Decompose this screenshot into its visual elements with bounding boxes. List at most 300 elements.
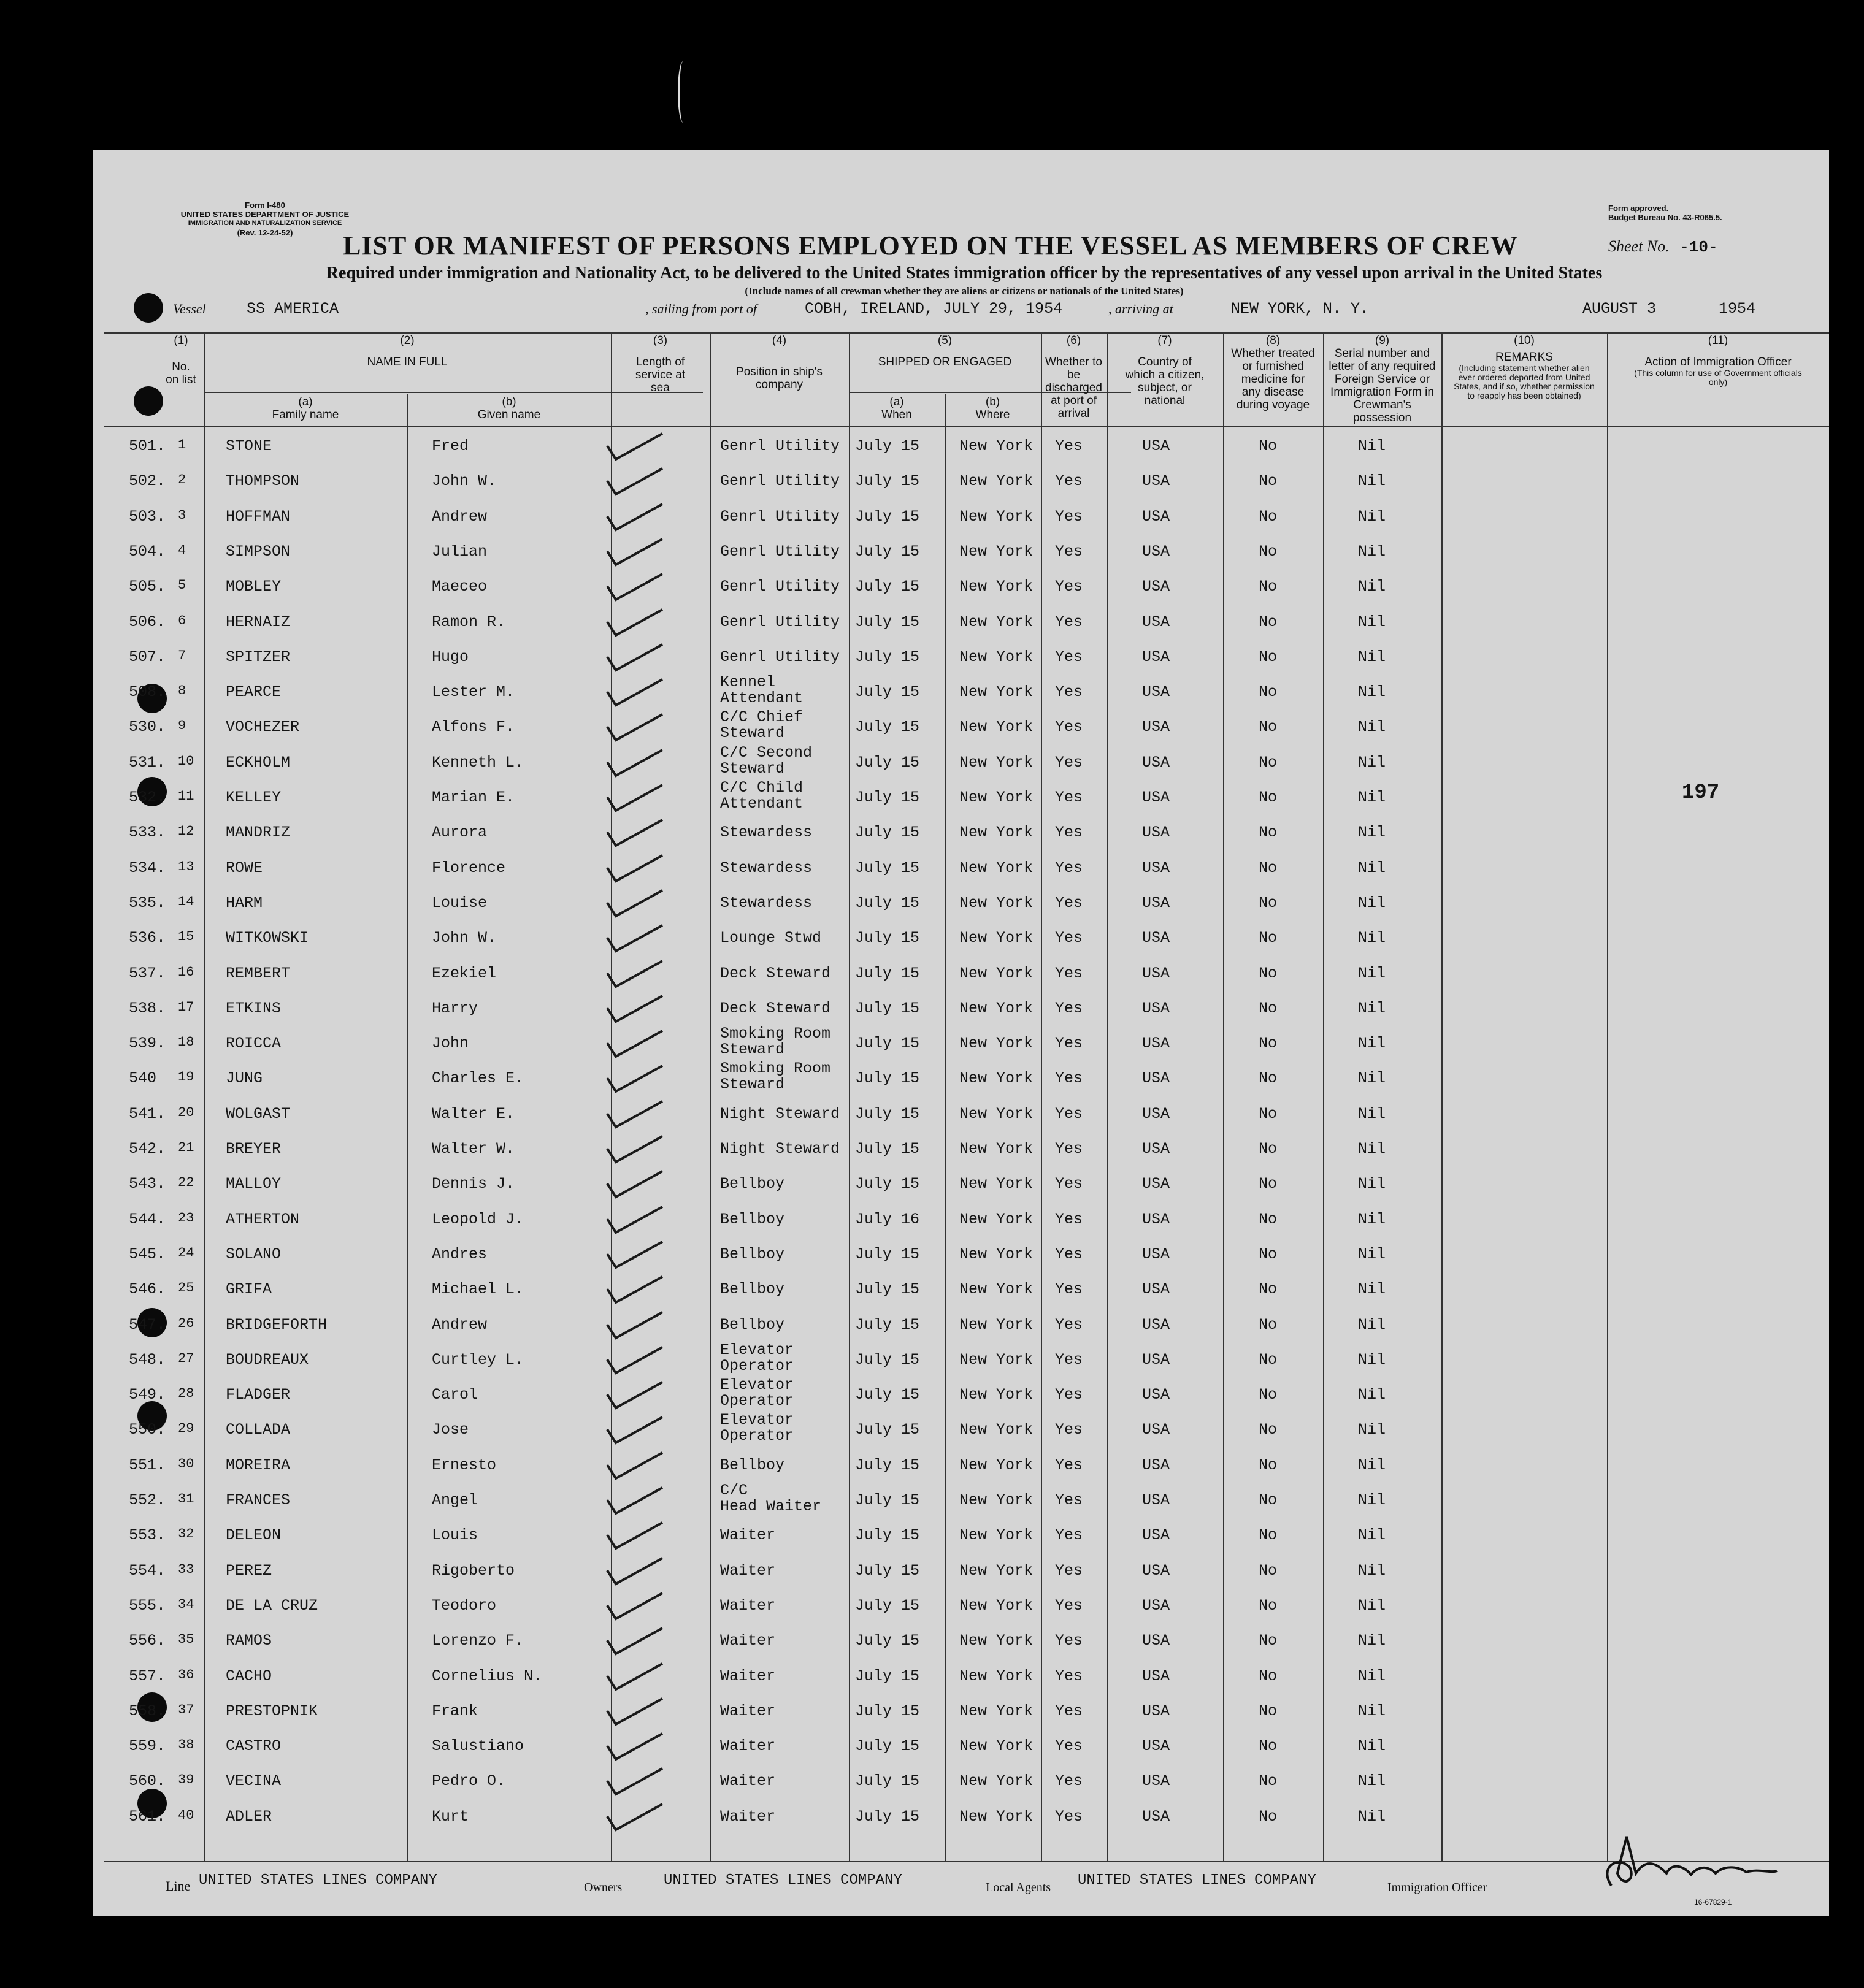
arrival-year: 1954: [1719, 300, 1756, 318]
check-mark-icon: [601, 1272, 669, 1306]
shipped-when: July 15: [855, 1596, 920, 1615]
given-name: Angel: [432, 1491, 478, 1509]
discharged: Yes: [1055, 1280, 1083, 1299]
row-number: 2: [178, 472, 186, 488]
discharged: Yes: [1055, 683, 1083, 702]
shipped-when: July 15: [855, 1350, 920, 1369]
table-row: [93, 1236, 1829, 1271]
position: Deck Steward: [720, 964, 831, 982]
family-name: FRANCES: [226, 1491, 291, 1509]
given-name: Hugo: [432, 648, 469, 666]
medicine: No: [1259, 753, 1278, 771]
country: USA: [1142, 683, 1170, 702]
row-number: 12: [178, 824, 194, 839]
serial-form: Nil: [1358, 542, 1386, 560]
check-mark-icon: [601, 1026, 669, 1060]
country: USA: [1142, 1175, 1170, 1193]
position: Bellboy: [720, 1245, 785, 1263]
given-name-header: (b) Given name: [477, 396, 541, 421]
given-name: Ernesto: [432, 1456, 497, 1474]
position: Genrl Utility: [720, 578, 840, 596]
shipped-when-header: (a) When: [881, 396, 912, 421]
list-number: 532.: [129, 789, 166, 806]
medicine: No: [1259, 1491, 1278, 1509]
list-number: 546.: [129, 1280, 166, 1299]
row-number: 7: [178, 648, 186, 663]
col2-number: (2): [400, 334, 415, 347]
country: USA: [1142, 858, 1170, 877]
list-number: 534.: [129, 858, 166, 877]
check-mark-icon: [601, 1764, 669, 1798]
list-number: 505.: [129, 578, 166, 596]
serial-form: Nil: [1358, 1772, 1386, 1791]
country: USA: [1142, 1456, 1170, 1474]
check-mark-icon: [601, 429, 669, 463]
discharged: Yes: [1055, 1702, 1083, 1720]
family-name: PRESTOPNIK: [226, 1702, 318, 1720]
position: C/C Chief Steward: [720, 708, 804, 743]
list-number: 555.: [129, 1596, 166, 1615]
col3-header: [611, 334, 710, 394]
sheet-number-label: Sheet No.: [1608, 237, 1670, 255]
col9-header: [1323, 334, 1441, 424]
serial-form: Nil: [1358, 1350, 1386, 1369]
discharged: Yes: [1055, 648, 1083, 666]
row-number: 18: [178, 1034, 194, 1050]
shipped-where: New York: [959, 578, 1034, 596]
table-row: [93, 1341, 1829, 1376]
country: USA: [1142, 824, 1170, 842]
medicine: No: [1259, 472, 1278, 491]
row-number: 20: [178, 1104, 194, 1120]
check-mark-icon: [601, 1307, 669, 1342]
position: Waiter: [720, 1632, 776, 1650]
country: USA: [1142, 964, 1170, 982]
shipped-when: July 15: [855, 472, 920, 491]
col10-sublabel: (Including statement whether alien ever ordered deported from United States, and if so, whether permission to reapply has been obtained): [1454, 363, 1595, 400]
col3-number: (3): [653, 334, 668, 347]
medicine: No: [1259, 964, 1278, 982]
position: Kennel Attendant: [720, 673, 804, 708]
shipped-where: New York: [959, 542, 1034, 560]
form-approved-text: Form approved.: [1608, 204, 1669, 213]
immigration-action: 197: [1682, 781, 1720, 805]
shipped-when: July 15: [855, 893, 920, 912]
sailing-port: COBH, IRELAND, JULY 29, 1954: [805, 300, 1063, 318]
serial-form: Nil: [1358, 507, 1386, 526]
table-row: [93, 708, 1829, 743]
table-row: [93, 568, 1829, 603]
list-number: 559.: [129, 1737, 166, 1756]
table-row: [93, 638, 1829, 673]
col5-header: [849, 334, 1041, 369]
family-name: ADLER: [226, 1807, 272, 1826]
check-mark-icon: [601, 675, 669, 709]
col7-number: (7): [1157, 334, 1172, 347]
check-mark-icon: [601, 464, 669, 498]
table-row: [93, 1657, 1829, 1692]
local-agents-company: UNITED STATES LINES COMPANY: [1078, 1872, 1316, 1889]
arrival-date: AUGUST 3: [1582, 300, 1657, 318]
col8-header: [1223, 334, 1323, 411]
family-name: CASTRO: [226, 1737, 282, 1756]
discharged: Yes: [1055, 1175, 1083, 1193]
serial-form: Nil: [1358, 578, 1386, 596]
row-number: 21: [178, 1140, 194, 1155]
col11-number: (11): [1708, 334, 1728, 347]
serial-form: Nil: [1358, 1702, 1386, 1720]
table-row: [93, 498, 1829, 533]
serial-form: Nil: [1358, 1561, 1386, 1580]
list-number: 556.: [129, 1632, 166, 1650]
shipped-when: July 15: [855, 789, 920, 806]
shipped-where: New York: [959, 683, 1034, 702]
shipped-where: New York: [959, 718, 1034, 736]
discharged: Yes: [1055, 437, 1083, 455]
serial-form: Nil: [1358, 1069, 1386, 1088]
given-name: Maeceo: [432, 578, 488, 596]
discharged: Yes: [1055, 1245, 1083, 1263]
serial-form: Nil: [1358, 789, 1386, 806]
family-name: BREYER: [226, 1140, 282, 1158]
position: C/C Child Attendant: [720, 779, 804, 812]
table-row: [93, 673, 1829, 708]
position: Stewardess: [720, 824, 813, 842]
position: Genrl Utility: [720, 613, 840, 631]
medicine: No: [1259, 437, 1278, 455]
position: Waiter: [720, 1807, 776, 1826]
table-row: [93, 779, 1829, 814]
row-number: 22: [178, 1175, 194, 1191]
shipped-where: New York: [959, 1140, 1034, 1158]
row-number: 19: [178, 1069, 194, 1085]
discharged: Yes: [1055, 507, 1083, 526]
country: USA: [1142, 648, 1170, 666]
shipped-when: July 15: [855, 1632, 920, 1650]
shipped-when: July 15: [855, 1737, 920, 1756]
given-name: Walter W.: [432, 1140, 515, 1158]
department-name: UNITED STATES DEPARTMENT OF JUSTICE: [180, 210, 350, 219]
row-number: 36: [178, 1667, 194, 1683]
medicine: No: [1259, 1175, 1278, 1193]
medicine: No: [1259, 1245, 1278, 1263]
table-row: [93, 919, 1829, 954]
position: Bellboy: [720, 1315, 785, 1334]
line-company: UNITED STATES LINES COMPANY: [199, 1872, 437, 1889]
check-mark-icon: [601, 1623, 669, 1657]
col11-sublabel: (This column for use of Government officials only): [1634, 368, 1802, 387]
shipped-when: July 15: [855, 648, 920, 666]
country: USA: [1142, 1526, 1170, 1545]
given-name: Lorenzo F.: [432, 1632, 524, 1650]
col5-label: SHIPPED OR ENGAGED: [878, 356, 1012, 369]
shipped-when: July 15: [855, 999, 920, 1017]
medicine: No: [1259, 1104, 1278, 1123]
medicine: No: [1259, 1632, 1278, 1650]
immigration-officer-label: Immigration Officer: [1387, 1881, 1487, 1894]
list-number: 558.: [129, 1702, 166, 1720]
col10-header: [1441, 334, 1607, 400]
shipped-where: New York: [959, 1772, 1034, 1791]
serial-form: Nil: [1358, 683, 1386, 702]
serial-form: Nil: [1358, 1315, 1386, 1334]
discharged: Yes: [1055, 1069, 1083, 1088]
country: USA: [1142, 542, 1170, 560]
given-name: Teodoro: [432, 1596, 497, 1615]
family-name: MALLOY: [226, 1175, 282, 1193]
list-number: 548.: [129, 1350, 166, 1369]
table-row: [93, 1516, 1829, 1551]
page-title: LIST OR MANIFEST OF PERSONS EMPLOYED ON THE VESSEL AS MEMBERS OF CREW: [343, 231, 1518, 261]
list-number: 536.: [129, 929, 166, 947]
country: USA: [1142, 1632, 1170, 1650]
given-name: Andres: [432, 1245, 488, 1263]
shipped-when: July 15: [855, 1140, 920, 1158]
shipped-where: New York: [959, 1561, 1034, 1580]
family-name: WOLGAST: [226, 1104, 291, 1123]
row-number: 40: [178, 1807, 194, 1823]
check-mark-icon: [601, 815, 669, 849]
family-name: PEREZ: [226, 1561, 272, 1580]
country: USA: [1142, 1140, 1170, 1158]
shipped-where: New York: [959, 1491, 1034, 1509]
discharged: Yes: [1055, 1315, 1083, 1334]
table-row: [93, 1798, 1829, 1833]
shipped-where: New York: [959, 1632, 1034, 1650]
given-name: Fred: [432, 437, 469, 455]
col3-label: Length of service at sea: [635, 356, 686, 394]
country: USA: [1142, 472, 1170, 491]
shipped-when: July 15: [855, 1386, 920, 1404]
col9-number: (9): [1375, 334, 1390, 347]
family-name: MOREIRA: [226, 1456, 291, 1474]
list-number: 553.: [129, 1526, 166, 1545]
check-mark-icon: [601, 569, 669, 603]
position: C/C Second Steward: [720, 743, 813, 778]
family-name: HARM: [226, 893, 263, 912]
serial-form: Nil: [1358, 1421, 1386, 1439]
given-name: Leopold J.: [432, 1210, 524, 1228]
row-number: 3: [178, 507, 186, 523]
table-row: [93, 1587, 1829, 1622]
country: USA: [1142, 718, 1170, 736]
table-row: [93, 744, 1829, 779]
given-name: Florence: [432, 858, 506, 877]
position: Waiter: [720, 1526, 776, 1545]
medicine: No: [1259, 613, 1278, 631]
medicine: No: [1259, 1667, 1278, 1685]
shipped-where: New York: [959, 1456, 1034, 1474]
serial-form: Nil: [1358, 858, 1386, 877]
family-name: MANDRIZ: [226, 824, 291, 842]
list-number: 540: [129, 1069, 157, 1088]
family-name: SOLANO: [226, 1245, 282, 1263]
serial-form: Nil: [1358, 613, 1386, 631]
shipped-when: July 15: [855, 542, 920, 560]
vessel-line: [93, 297, 1829, 322]
check-mark-icon: [601, 640, 669, 674]
form-print-code: 16-67829-1: [1694, 1898, 1732, 1906]
shipped-where: New York: [959, 507, 1034, 526]
col4-label: Position in ship's company: [736, 365, 823, 391]
form-number: Form I-480: [245, 201, 285, 210]
discharged: Yes: [1055, 1210, 1083, 1228]
given-name: Julian: [432, 542, 488, 560]
serial-form: Nil: [1358, 824, 1386, 842]
position: Waiter: [720, 1702, 776, 1720]
shipped-where: New York: [959, 1210, 1034, 1228]
medicine: No: [1259, 1772, 1278, 1791]
shipped-where: New York: [959, 929, 1034, 947]
scan-artifact-mark: [678, 61, 688, 123]
row-number: 31: [178, 1491, 194, 1507]
row-number: 17: [178, 999, 194, 1015]
country: USA: [1142, 1245, 1170, 1263]
sheet-number-value: -10-: [1679, 238, 1718, 256]
family-name: SIMPSON: [226, 542, 291, 560]
medicine: No: [1259, 683, 1278, 702]
position: Waiter: [720, 1596, 776, 1615]
serial-form: Nil: [1358, 472, 1386, 491]
list-number: 550.: [129, 1421, 166, 1439]
discharged: Yes: [1055, 1667, 1083, 1685]
col1-header: [159, 334, 202, 386]
discharged: Yes: [1055, 1386, 1083, 1404]
shipped-where: New York: [959, 613, 1034, 631]
medicine: No: [1259, 718, 1278, 736]
col2-header: [204, 334, 611, 369]
family-name: BOUDREAUX: [226, 1350, 309, 1369]
list-number: 561.: [129, 1807, 166, 1826]
table-top-rule: [104, 332, 1829, 334]
shipped-where: New York: [959, 824, 1034, 842]
country: USA: [1142, 1280, 1170, 1299]
given-name: Dennis J.: [432, 1175, 515, 1193]
country: USA: [1142, 1667, 1170, 1685]
list-number: 537.: [129, 964, 166, 982]
country: USA: [1142, 1421, 1170, 1439]
shipped-where: New York: [959, 1667, 1034, 1685]
discharged: Yes: [1055, 1350, 1083, 1369]
check-mark-icon: [601, 709, 669, 744]
table-row: [93, 462, 1829, 497]
shipped-where: New York: [959, 753, 1034, 771]
family-name: PEARCE: [226, 683, 282, 702]
shipped-when: July 15: [855, 1104, 920, 1123]
given-name: John W.: [432, 472, 497, 491]
family-name: GRIFA: [226, 1280, 272, 1299]
country: USA: [1142, 1491, 1170, 1509]
table-row: [93, 1622, 1829, 1657]
list-number: 501.: [129, 437, 166, 455]
discharged: Yes: [1055, 1596, 1083, 1615]
medicine: No: [1259, 507, 1278, 526]
local-agents-label: Local Agents: [986, 1881, 1051, 1894]
position: Waiter: [720, 1561, 776, 1580]
position: Stewardess: [720, 858, 813, 877]
discharged: Yes: [1055, 789, 1083, 806]
given-name: Rigoberto: [432, 1561, 515, 1580]
col10-label: REMARKS: [1495, 351, 1553, 364]
given-name: Carol: [432, 1386, 478, 1404]
row-number: 39: [178, 1772, 194, 1788]
shipped-when: July 15: [855, 613, 920, 631]
check-mark-icon: [601, 1061, 669, 1095]
page-subtitle: Required under immigration and Nationality Act, to be delivered to the United States immigration officer by the representatives of any vessel upon arrival in the United States: [326, 264, 1603, 283]
medicine: No: [1259, 893, 1278, 912]
medicine: No: [1259, 542, 1278, 560]
shipped-when: July 15: [855, 1526, 920, 1545]
medicine: No: [1259, 1596, 1278, 1615]
family-name: DELEON: [226, 1526, 282, 1545]
shipped-where: New York: [959, 472, 1034, 491]
discharged: Yes: [1055, 1421, 1083, 1439]
shipped-when: July 15: [855, 1315, 920, 1334]
check-mark-icon: [601, 534, 669, 568]
serial-form: Nil: [1358, 1596, 1386, 1615]
family-name: SPITZER: [226, 648, 291, 666]
discharged: Yes: [1055, 718, 1083, 736]
given-name: Kurt: [432, 1807, 469, 1826]
position: Night Steward: [720, 1104, 840, 1123]
discharged: Yes: [1055, 542, 1083, 560]
check-mark-icon: [601, 1448, 669, 1482]
given-name: Kenneth L.: [432, 753, 524, 771]
country: USA: [1142, 613, 1170, 631]
position: Genrl Utility: [720, 542, 840, 560]
table-row: [93, 1060, 1829, 1095]
position: Bellboy: [720, 1456, 785, 1474]
medicine: No: [1259, 1737, 1278, 1756]
family-name: THOMPSON: [226, 472, 300, 491]
vessel-name: SS AMERICA: [247, 300, 339, 318]
list-number: 531.: [129, 753, 166, 771]
serial-form: Nil: [1358, 1456, 1386, 1474]
check-mark-icon: [601, 1659, 669, 1693]
medicine: No: [1259, 1807, 1278, 1826]
country: USA: [1142, 1350, 1170, 1369]
check-mark-icon: [601, 1729, 669, 1763]
family-name: STONE: [226, 437, 272, 455]
row-number: 4: [178, 542, 186, 558]
table-row: [93, 533, 1829, 568]
list-number: 545.: [129, 1245, 166, 1263]
medicine: No: [1259, 1315, 1278, 1334]
table-row: [93, 1271, 1829, 1306]
family-name: ROWE: [226, 858, 263, 877]
serial-form: Nil: [1358, 1386, 1386, 1404]
discharged: Yes: [1055, 1632, 1083, 1650]
discharged: Yes: [1055, 1034, 1083, 1053]
table-row: [93, 1411, 1829, 1446]
shipped-where: New York: [959, 1175, 1034, 1193]
country: USA: [1142, 1737, 1170, 1756]
given-name: Pedro O.: [432, 1772, 506, 1791]
shipped-when: July 15: [855, 718, 920, 736]
service-name: IMMIGRATION AND NATURALIZATION SERVICE: [188, 220, 342, 227]
row-number: 28: [178, 1386, 194, 1402]
shipped-when: July 15: [855, 1667, 920, 1685]
serial-form: Nil: [1358, 1526, 1386, 1545]
country: USA: [1142, 1210, 1170, 1228]
discharged: Yes: [1055, 1737, 1083, 1756]
medicine: No: [1259, 578, 1278, 596]
medicine: No: [1259, 1526, 1278, 1545]
position: Lounge Stwd: [720, 929, 822, 947]
given-name: Walter E.: [432, 1104, 515, 1123]
country: USA: [1142, 1386, 1170, 1404]
col1-number: (1): [174, 334, 188, 347]
